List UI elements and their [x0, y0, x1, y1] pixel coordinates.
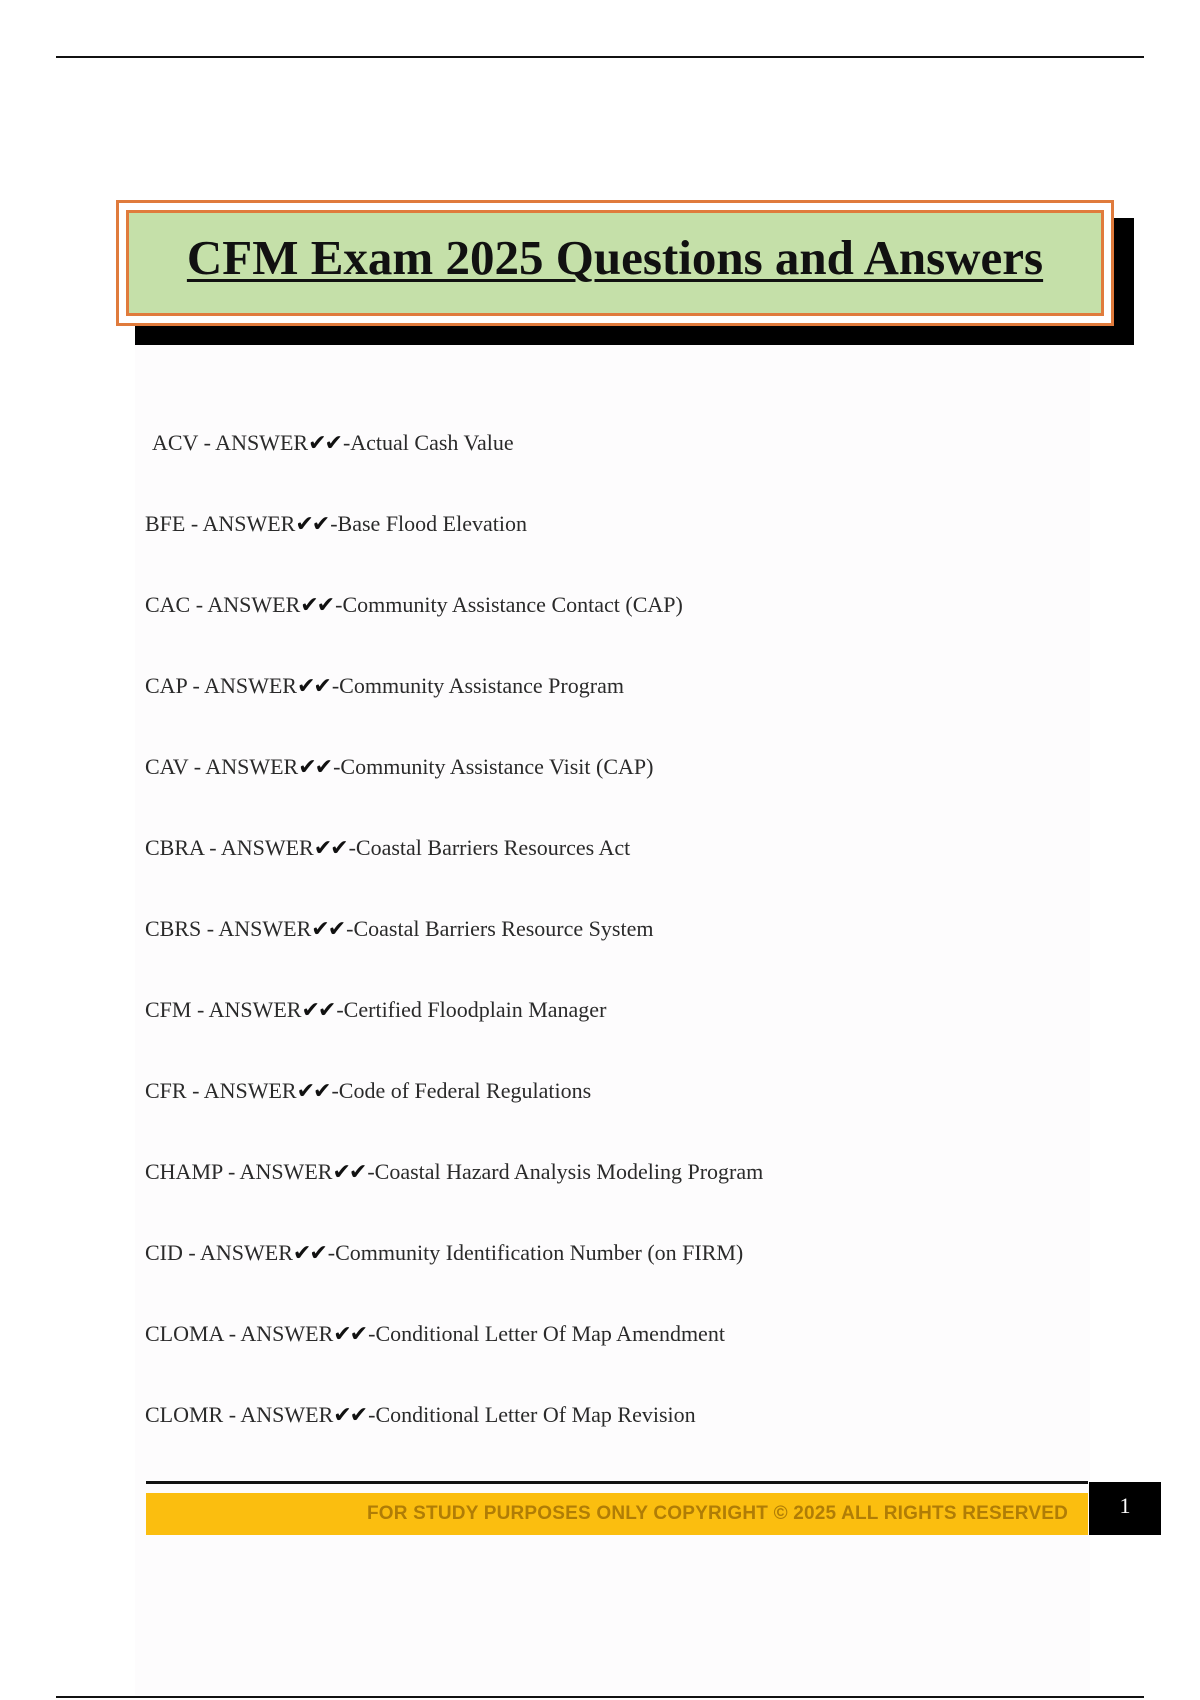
title-inner-panel — [126, 210, 1104, 316]
footer-copyright: FOR STUDY PURPOSES ONLY COPYRIGHT © 2025 ALL RIGHTS RESERVED — [366, 1503, 1068, 1524]
qa-answer: -Conditional Letter Of Map Amendment — [368, 1321, 725, 1346]
qa-separator: - ANSWER — [191, 997, 302, 1022]
check-marks-icon: ✔✔ — [313, 836, 347, 861]
qa-separator: - ANSWER — [186, 673, 297, 698]
qa-item — [145, 587, 1045, 668]
footer-band — [146, 1493, 1088, 1535]
check-marks-icon: ✔✔ — [333, 1322, 367, 1347]
qa-term: CFM — [145, 997, 192, 1022]
qa-term: CAP — [145, 673, 187, 698]
qa-separator: - ANSWER — [186, 1078, 297, 1103]
qa-answer: -Certified Floodplain Manager — [336, 997, 607, 1022]
qa-separator: - ANSWER — [188, 754, 299, 779]
qa-term: CBRA — [145, 835, 204, 860]
qa-answer: -Community Assistance Contact (CAP) — [335, 592, 683, 617]
qa-item — [145, 1397, 1045, 1478]
qa-item — [145, 506, 1045, 587]
check-marks-icon: ✔✔ — [296, 1079, 330, 1104]
top-rule — [56, 56, 1144, 58]
qa-term: CAC — [145, 592, 191, 617]
qa-separator: - ANSWER — [222, 1159, 333, 1184]
qa-separator: - ANSWER — [203, 835, 314, 860]
qa-term: BFE — [145, 511, 186, 536]
qa-item — [145, 1154, 1045, 1235]
document-title: CFM Exam 2025 Questions and Answers — [186, 229, 1044, 285]
qa-term: CHAMP — [145, 1159, 223, 1184]
qa-separator: - ANSWER — [223, 1402, 334, 1427]
title-box — [116, 200, 1114, 326]
qa-item — [145, 830, 1045, 911]
qa-separator: - ANSWER — [190, 592, 301, 617]
check-marks-icon: ✔✔ — [295, 512, 329, 537]
qa-separator: - ANSWER — [182, 1240, 293, 1265]
qa-answer: -Community Assistance Program — [331, 673, 624, 698]
qa-answer: -Conditional Letter Of Map Revision — [368, 1402, 696, 1427]
check-marks-icon: ✔✔ — [296, 674, 330, 699]
qa-answer: -Community Assistance Visit (CAP) — [333, 754, 654, 779]
qa-answer: -Actual Cash Value — [342, 430, 514, 455]
page-number-box — [1089, 1482, 1161, 1535]
check-marks-icon: ✔✔ — [300, 593, 334, 618]
qa-answer: -Code of Federal Regulations — [331, 1078, 592, 1103]
qa-answer: -Coastal Hazard Analysis Modeling Program — [367, 1159, 764, 1184]
qa-item — [145, 911, 1045, 992]
qa-item — [145, 1073, 1045, 1154]
page-number: 1 — [1119, 1492, 1131, 1518]
qa-term: CID — [145, 1240, 183, 1265]
qa-answer: -Community Identification Number (on FIRM) — [327, 1240, 744, 1265]
check-marks-icon: ✔✔ — [301, 998, 335, 1023]
qa-list — [145, 425, 1045, 1478]
qa-answer: -Coastal Barriers Resource System — [346, 916, 654, 941]
qa-term: CLOMA — [145, 1321, 224, 1346]
check-marks-icon: ✔✔ — [332, 1160, 366, 1185]
check-marks-icon: ✔✔ — [333, 1403, 367, 1428]
qa-item — [145, 1235, 1045, 1316]
qa-separator: - ANSWER — [198, 430, 309, 455]
qa-item — [145, 749, 1045, 830]
qa-separator: - ANSWER — [201, 916, 312, 941]
qa-term: ACV — [152, 430, 199, 455]
qa-item — [145, 992, 1045, 1073]
qa-term: CBRS — [145, 916, 202, 941]
footer-rule — [146, 1481, 1088, 1484]
qa-item — [145, 1316, 1045, 1397]
qa-separator: - ANSWER — [223, 1321, 334, 1346]
check-marks-icon: ✔✔ — [308, 431, 341, 456]
bottom-rule — [56, 1696, 1144, 1698]
qa-term: CLOMR — [145, 1402, 224, 1427]
qa-item — [145, 668, 1045, 749]
check-marks-icon: ✔✔ — [298, 755, 332, 780]
qa-answer: -Base Flood Elevation — [330, 511, 527, 536]
qa-separator: - ANSWER — [185, 511, 296, 536]
qa-item — [145, 425, 1045, 506]
check-marks-icon: ✔✔ — [292, 1241, 326, 1266]
check-marks-icon: ✔✔ — [311, 917, 345, 942]
qa-term: CFR — [145, 1078, 187, 1103]
qa-term: CAV — [145, 754, 189, 779]
qa-answer: -Coastal Barriers Resources Act — [348, 835, 631, 860]
